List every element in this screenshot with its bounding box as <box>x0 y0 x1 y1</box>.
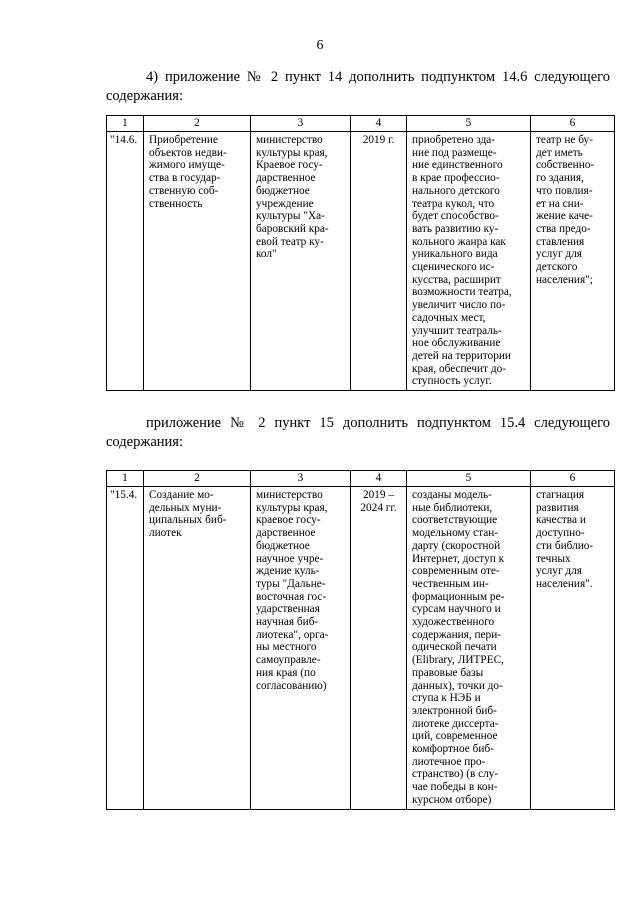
column-number-cell: 4 <box>351 116 407 132</box>
table-row <box>107 487 615 810</box>
column-number-cell: 2 <box>144 471 251 487</box>
column-number-cell: 5 <box>407 471 531 487</box>
column-number-cell: 2 <box>144 116 251 132</box>
measure-name-cell: Приобретение объектов недви- жимого имуще- ства в государ- ственную соб- ственность <box>144 132 251 391</box>
amendment-table-15-4 <box>106 470 615 810</box>
table-row <box>107 132 615 391</box>
column-number-cell: 4 <box>351 471 407 487</box>
column-number-cell: 6 <box>531 471 615 487</box>
column-number-cell: 1 <box>107 471 144 487</box>
amendment-paragraph-15: приложение № 2 пункт 15 дополнить подпунктом 15.4 следующего содержания: <box>106 415 610 450</box>
expected-result-cell: созданы модель- ные библиотеки, соответствующие модельному стан- дарту (скоростной Интернет, доступ к современным оте- чественным ин- формационным ре- сурсам научного и художественного содержания, пери- одической печати (Elibrary, ЛИТРЕС, правовые базы данных), точки до- ступа к НЭБ и электронной биб- лиотеке диссерта- ций, современное комфортное биб- лиотечное про- странство) (в слу- чае победы в кон- курсном отборе) <box>407 487 531 810</box>
column-number-cell: 3 <box>251 471 351 487</box>
deadline-cell: 2019 г. <box>351 132 407 391</box>
column-number-cell: 1 <box>107 116 144 132</box>
column-number-cell: 3 <box>251 116 351 132</box>
measure-name-cell: Создание мо- дельных муни- ципальных биб- лиотек <box>144 487 251 810</box>
risk-cell: театр не бу- дет иметь собственно- го здания, что повлия- ет на сни- жение каче- ства предо- ставления услуг для детского населения"; <box>531 132 615 391</box>
amendment-table-14-6 <box>106 115 615 391</box>
risk-cell: стагнация развития качества и доступно- сти библио- течных услуг для населения". <box>531 487 615 810</box>
executor-cell: министерство культуры края, краевое госу- дарственное бюджетное научное учре- ждение куль- туры "Дальне- восточная гос- ударственная научная биб- лиотека", орга- ны местного самоуправле- ния края (по согласованию) <box>251 487 351 810</box>
page-number: 6 <box>316 38 324 53</box>
table-header-row <box>107 116 615 132</box>
deadline-cell: 2019 – 2024 гг. <box>351 487 407 810</box>
column-number-cell: 5 <box>407 116 531 132</box>
column-number-cell: 6 <box>531 116 615 132</box>
table-header-row <box>107 471 615 487</box>
amendment-paragraph-14: 4) приложение № 2 пункт 14 дополнить подпунктом 14.6 следующего содержания: <box>106 69 610 104</box>
item-number-cell: "15.4. <box>107 487 144 810</box>
item-number-cell: "14.6. <box>107 132 144 391</box>
expected-result-cell: приобретено зда- ние под размеще- ние единственного в крае профессио- нального детского театра кукол, что будет способство- вать развитию ку- кольного жанра как уникального вида сценического ис- кусства, расширит возможности театра, увеличит число по- садочных мест, улучшит театраль- ное обслуживание детей на территории края, обеспечит до- ступность услуг. <box>407 132 531 391</box>
executor-cell: министерство культуры края, Краевое госу- дарственное бюджетное учреждение культуры "Ха- баровский кра- евой театр ку- кол" <box>251 132 351 391</box>
